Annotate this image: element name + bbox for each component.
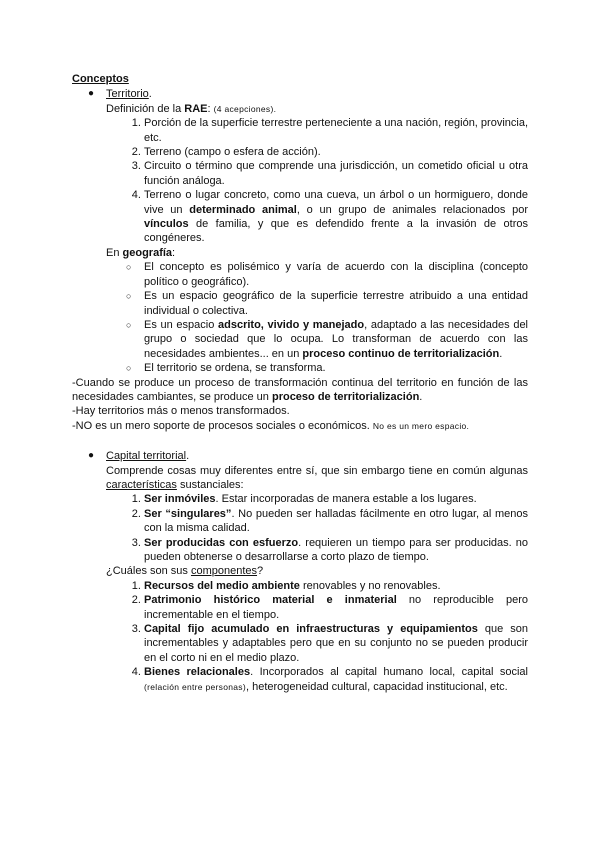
note-transformados: -Hay territorios más o menos transformados. <box>72 405 290 418</box>
section-capital: ● Capital territorial. <box>88 450 190 463</box>
bullet-icon: ● <box>88 88 95 100</box>
list-item: ○ Es un espacio adscrito, vivido y manejado, adaptado a las necesidades del grupo o sociedad que lo ocupa. Lo transforman de acuerdo con las necesidades ambientes... en un proceso continuo de territorialización. <box>144 318 528 361</box>
geografia-list <box>72 260 528 375</box>
list-item: 3. Capital fijo acumulado en infraestructuras y equipamientos que son incrementables y adaptables pero que en su conjunto no se pueden producir en el corto ni en el medio plazo. <box>144 622 528 665</box>
list-item: 1. Porción de la superficie terrestre perteneciente a una nación, región, provincia, etc. <box>144 116 528 145</box>
note-territorializacion: -Cuando se produce un proceso de transformación continua del territorio en función de las necesidades cambiantes, se produce un proceso de territorialización. <box>72 376 528 403</box>
section-heading: Capital territorial <box>106 450 187 463</box>
list-item: 2. Terreno (campo o esfera de acción). <box>144 145 528 159</box>
list-item: 2. Patrimonio histórico material e inmaterial no reproducible pero incrementable en el tiempo. <box>144 593 528 622</box>
list-item: ○ Es un espacio geográfico de la superficie terrestre atribuido a una entidad individual o colectiva. <box>144 289 528 318</box>
bullet-icon: ● <box>88 450 95 462</box>
capital-intro: Comprende cosas muy diferentes entre sí, que sin embargo tiene en común algunas características sustanciales: <box>106 464 528 491</box>
list-item: ○ El territorio se ordena, se transforma. <box>144 361 528 375</box>
list-item: 1. Ser inmóviles. Estar incorporadas de manera estable a los lugares. <box>144 492 528 506</box>
componentes-list <box>72 579 528 694</box>
page-title: Conceptos <box>72 73 129 85</box>
acepciones-list <box>72 116 528 246</box>
section-heading: Territorio <box>106 88 149 101</box>
section-territorio: ● Territorio. <box>88 88 152 101</box>
list-item: 1. Recursos del medio ambiente renovables y no renovables. <box>144 579 528 593</box>
geografia-line: En geografía: <box>106 246 176 259</box>
list-item: 4. Bienes relacionales. Incorporados al capital humano local, capital social (relación entre personas), heterogeneidad cultural, capacidad institucional, etc. <box>144 665 528 694</box>
list-item: 4. Terreno o lugar concreto, como una cueva, un árbol o un hormiguero, donde vive un determinado animal, o un grupo de animales relacionados por vínculos de familia, y que es defendido frente a la invasión de otros congéneres. <box>144 188 528 246</box>
list-item: ○ El concepto es polisémico y varía de acuerdo con la disciplina (concepto político o geográfico). <box>144 260 528 289</box>
list-item: 2. Ser “singulares”. No pueden ser halladas fácilmente en otro lugar, al menos con la misma calidad. <box>144 507 528 536</box>
list-item: 3. Ser producidas con esfuerzo. requieren un tiempo para ser producidas. no pueden obtenerse o desarrollarse a corto plazo de tiempo. <box>144 536 528 565</box>
note-soporte: -NO es un mero soporte de procesos sociales o económicos. No es un mero espacio. <box>72 419 470 432</box>
list-item: 3. Circuito o término que comprende una jurisdicción, un cometido oficial u otra función análoga. <box>144 159 528 188</box>
componentes-question: ¿Cuáles son sus componentes? <box>106 565 264 578</box>
document-page <box>72 72 528 694</box>
caracteristicas-list <box>72 492 528 564</box>
acepciones-note: (4 acepciones). <box>213 103 277 114</box>
rae-definition-line: Definición de la RAE: (4 acepciones). <box>106 102 277 115</box>
